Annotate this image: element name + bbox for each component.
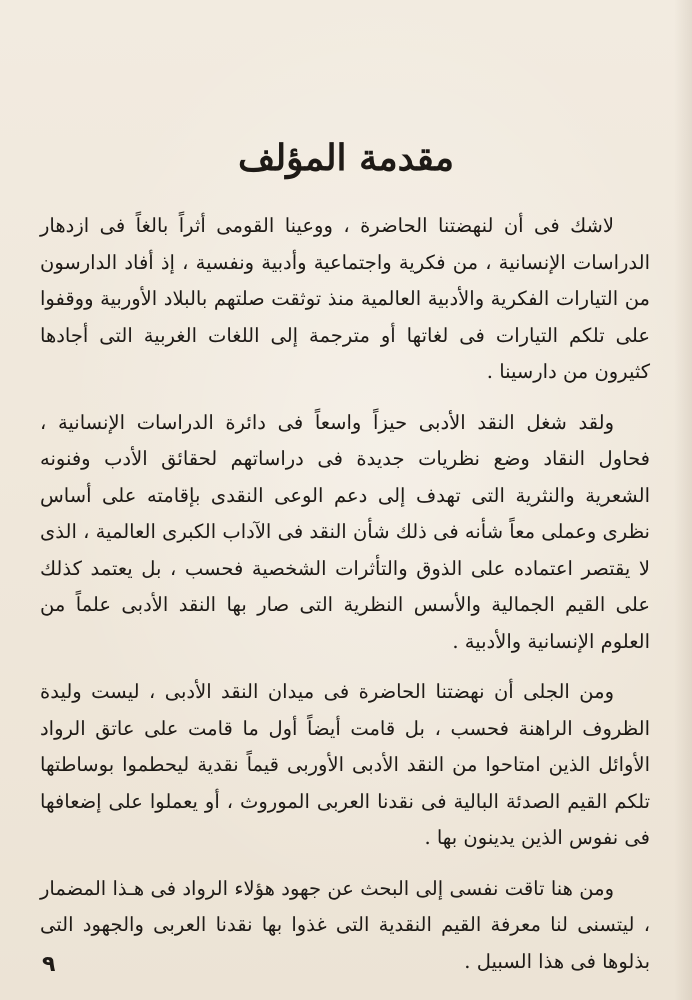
paragraph-3 — [40, 674, 650, 857]
paragraph-3-text: ومن الجلى أن نهضتنا الحاضرة فى ميدان النقد الأدبى ، ليست وليدة الظروف الراهنة فحسب ، بل قامت أيضاً أول ما قامت على عاتق الرواد الأوائل الذين امتاحوا من النقد الأدبى الأوربى قيماً نقدية ليحطموا بوساطتها تلكم القيم الصدئة البالية فى نقدنا العربى الموروث ، أو يعملوا على إضعافها فى نفوس الذين يدينون بها . — [40, 680, 650, 849]
paragraph-2 — [40, 405, 650, 661]
paragraph-2-text: ولقد شغل النقد الأدبى حيزاً واسعاً فى دائرة الدراسات الإنسانية ، فحاول النقاد وضع نظريات جديدة فى دراساتهم لحقائق الأدب وفنونه الشعرية والنثرية التى تهدف إلى دعم الوعى النقدى بإقامته على أساس نظرى وعملى معاً شأنه فى ذلك شأن النقد فى الآداب الكبرى العالمية ، الذى لا يقتصر اعتماده على الذوق والتأثرات الشخصية فحسب ، بل يعتمد كذلك على القيم الجمالية والأسس النظرية التى صار بها النقد الأدبى علماً من العلوم الإنسانية والأدبية . — [40, 410, 650, 653]
chapter-title: مقدمة المؤلف — [237, 137, 455, 179]
body-text — [40, 208, 650, 980]
paragraph-4-text: ومن هنا تاقت نفسى إلى البحث عن جهود هؤلاء الرواد فى هـذا المضمار ، ليتسنى لنا معرفة القيم النقدية التى غذوا بها نقدنا العربى والجهود التى بذلوها فى هذا السبيل . — [40, 876, 650, 973]
paragraph-4 — [40, 871, 650, 981]
paragraph-1 — [40, 208, 650, 391]
page-number: ٩ — [42, 952, 56, 977]
paragraph-1-text: لاشك فى أن لنهضتنا الحاضرة ، ووعينا القومى أثراً بالغاً فى ازدهار الدراسات الإنسانية ، من فكرية واجتماعية وأدبية ونفسية ، إذ أفاد الدارسون من التيارات الفكرية والأدبية العالمية منذ توثقت صلتهم بالبلاد الأوربية ووقفوا على تلكم التيارات فى لغاتها أو مترجمة إلى اللغات الغربية التى أجادها كثيرون من دارسينا . — [40, 214, 650, 383]
